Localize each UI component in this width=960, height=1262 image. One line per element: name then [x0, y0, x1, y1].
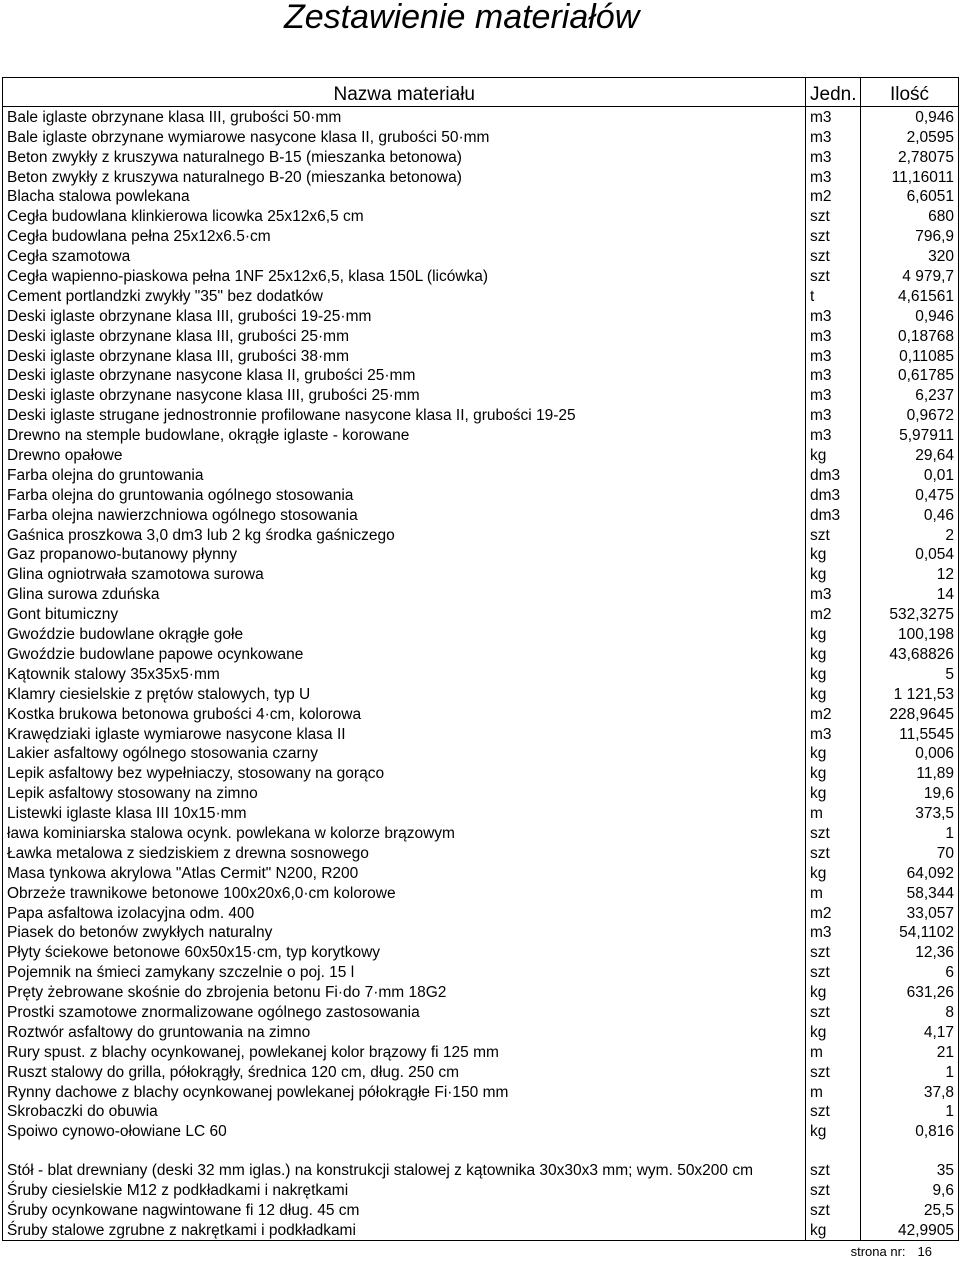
row-name: Blacha stalowa powlekana	[3, 187, 806, 207]
row-qty: 11,16011	[861, 167, 959, 187]
row-unit: kg	[806, 664, 861, 684]
table-row	[3, 584, 959, 604]
row-unit: dm3	[806, 505, 861, 525]
row-unit: t	[806, 286, 861, 306]
row-qty: 4,17	[861, 1022, 959, 1042]
row-qty: 0,946	[861, 306, 959, 326]
row-name: Roztwór asfaltowy do gruntowania na zimno	[3, 1022, 806, 1042]
row-name: Gwoździe budowlane papowe ocynkowane	[3, 644, 806, 664]
table-row	[3, 783, 959, 803]
row-unit: m3	[806, 405, 861, 425]
table-row	[3, 903, 959, 923]
row-unit: kg	[806, 863, 861, 883]
header-name: Nazwa materiału	[3, 78, 806, 107]
row-qty: 19,6	[861, 783, 959, 803]
row-unit: szt	[806, 246, 861, 266]
row-unit: kg	[806, 783, 861, 803]
row-unit: kg	[806, 1022, 861, 1042]
table-row	[3, 226, 959, 246]
table-row	[3, 1002, 959, 1022]
row-qty: 1	[861, 1062, 959, 1082]
row-qty: 54,1102	[861, 923, 959, 943]
row-name: Farba olejna do gruntowania	[3, 465, 806, 485]
row-unit: m3	[806, 167, 861, 187]
table-row	[3, 346, 959, 366]
row-qty: 6,6051	[861, 187, 959, 207]
row-unit: m	[806, 883, 861, 903]
row-qty: 2	[861, 525, 959, 545]
row-name: Glina surowa zduńska	[3, 584, 806, 604]
row-qty: 0,054	[861, 545, 959, 565]
table-row	[3, 843, 959, 863]
row-name: Obrzeże trawnikowe betonowe 100x20x6,0·cm kolorowe	[3, 883, 806, 903]
table-row	[3, 326, 959, 346]
table-row	[3, 147, 959, 167]
row-qty: 532,3275	[861, 604, 959, 624]
row-name: Kątownik stalowy 35x35x5·mm	[3, 664, 806, 684]
row-name: Beton zwykły z kruszywa naturalnego B-20 (mieszanka betonowa)	[3, 167, 806, 187]
row-qty: 9,6	[861, 1180, 959, 1200]
row-unit: m3	[806, 147, 861, 167]
row-unit: m3	[806, 724, 861, 744]
row-qty: 58,344	[861, 883, 959, 903]
page-number-label: strona nr:	[850, 1244, 906, 1259]
row-unit: m2	[806, 704, 861, 724]
row-qty: 0,61785	[861, 366, 959, 386]
row-name: Drewno opałowe	[3, 445, 806, 465]
table-row	[3, 385, 959, 405]
row-name: Masa tynkowa akrylowa "Atlas Cermit" N200, R200	[3, 863, 806, 883]
row-name: Płyty ściekowe betonowe 60x50x15·cm, typ korytkowy	[3, 942, 806, 962]
row-qty: 11,89	[861, 763, 959, 783]
table-row	[3, 704, 959, 724]
row-qty: 2,78075	[861, 147, 959, 167]
row-name: Śruby ocynkowane nagwintowane fi 12 dług. 45 cm	[3, 1200, 806, 1220]
row-name: Pojemnik na śmieci zamykany szczelnie o poj. 15 l	[3, 962, 806, 982]
row-qty: 680	[861, 206, 959, 226]
row-qty: 631,26	[861, 982, 959, 1002]
row-name: Klamry ciesielskie z prętów stalowych, typ U	[3, 684, 806, 704]
row-qty: 6,237	[861, 385, 959, 405]
row-unit: dm3	[806, 485, 861, 505]
row-qty: 70	[861, 843, 959, 863]
row-qty: 4,61561	[861, 286, 959, 306]
row-qty: 0,816	[861, 1121, 959, 1141]
row-unit: szt	[806, 962, 861, 982]
row-unit: kg	[806, 644, 861, 664]
table-row	[3, 127, 959, 147]
row-name: Ruszt stalowy do grilla, półokrągły, średnica 120 cm, dług. 250 cm	[3, 1062, 806, 1082]
table-row	[3, 485, 959, 505]
row-name: Gont bitumiczny	[3, 604, 806, 624]
row-unit: szt	[806, 1102, 861, 1122]
row-qty: 11,5545	[861, 724, 959, 744]
row-name: Kostka brukowa betonowa grubości 4·cm, kolorowa	[3, 704, 806, 724]
row-qty: 2,0595	[861, 127, 959, 147]
header-qty: Ilość	[861, 78, 959, 107]
row-name: Deski iglaste obrzynane nasycone klasa III, grubości 25·mm	[3, 385, 806, 405]
row-name: Farba olejna nawierzchniowa ogólnego stosowania	[3, 505, 806, 525]
row-name: Skrobaczki do obuwia	[3, 1102, 806, 1122]
table-row	[3, 1121, 959, 1141]
row-qty: 373,5	[861, 803, 959, 823]
row-qty: 12	[861, 564, 959, 584]
row-name: Rury spust. z blachy ocynkowanej, powlekanej kolor brązowy fi 125 mm	[3, 1042, 806, 1062]
row-qty: 14	[861, 584, 959, 604]
table-row	[3, 405, 959, 425]
row-name: Drewno na stemple budowlane, okrągłe iglaste - korowane	[3, 425, 806, 445]
row-qty: 29,64	[861, 445, 959, 465]
table-row	[3, 883, 959, 903]
table-row	[3, 744, 959, 764]
materials-table	[2, 77, 959, 1241]
row-name: Listewki iglaste klasa III 10x15·mm	[3, 803, 806, 823]
row-name: Cement portlandzki zwykły "35" bez dodatków	[3, 286, 806, 306]
table-row	[3, 982, 959, 1002]
row-unit: m2	[806, 187, 861, 207]
row-unit: dm3	[806, 465, 861, 485]
table-row	[3, 425, 959, 445]
row-name: Glina ogniotrwała szamotowa surowa	[3, 564, 806, 584]
row-unit: szt	[806, 1062, 861, 1082]
table-row	[3, 266, 959, 286]
row-qty: 0,9672	[861, 405, 959, 425]
table-row	[3, 604, 959, 624]
row-qty: 0,946	[861, 107, 959, 127]
row-name: Lepik asfaltowy bez wypełniaczy, stosowany na gorąco	[3, 763, 806, 783]
row-unit: m3	[806, 346, 861, 366]
row-unit: kg	[806, 564, 861, 584]
row-name: Cegła budowlana klinkierowa licowka 25x12x6,5 cm	[3, 206, 806, 226]
table-row	[3, 1042, 959, 1062]
row-qty: 1 121,53	[861, 684, 959, 704]
row-name: Beton zwykły z kruszywa naturalnego B-15 (mieszanka betonowa)	[3, 147, 806, 167]
row-qty: 0,475	[861, 485, 959, 505]
row-unit: m	[806, 1042, 861, 1062]
table-row	[3, 366, 959, 386]
row-qty: 100,198	[861, 624, 959, 644]
table-row	[3, 763, 959, 783]
table-row	[3, 1220, 959, 1240]
row-name: Deski iglaste obrzynane klasa III, grubości 19-25·mm	[3, 306, 806, 326]
row-qty: 5,97911	[861, 425, 959, 445]
row-name: Bale iglaste obrzynane wymiarowe nasycone klasa II, grubości 50·mm	[3, 127, 806, 147]
table-row	[3, 187, 959, 207]
row-name: Krawędziaki iglaste wymiarowe nasycone klasa II	[3, 724, 806, 744]
row-unit: kg	[806, 744, 861, 764]
table-row	[3, 962, 959, 982]
row-qty: 1	[861, 823, 959, 843]
row-unit: kg	[806, 1121, 861, 1141]
row-unit: m3	[806, 923, 861, 943]
row-name: Śruby stalowe zgrubne z nakrętkami i podkładkami	[3, 1220, 806, 1240]
table-row	[3, 1180, 959, 1200]
row-name: Cegła szamotowa	[3, 246, 806, 266]
row-name: Lakier asfaltowy ogólnego stosowania czarny	[3, 744, 806, 764]
row-name: Farba olejna do gruntowania ogólnego stosowania	[3, 485, 806, 505]
row-qty: 0,46	[861, 505, 959, 525]
row-name: Papa asfaltowa izolacyjna odm. 400	[3, 903, 806, 923]
row-unit: szt	[806, 823, 861, 843]
table-row	[3, 1062, 959, 1082]
row-unit: m3	[806, 107, 861, 127]
row-qty: 4 979,7	[861, 266, 959, 286]
row-name: ława kominiarska stalowa ocynk. powlekana w kolorze brązowym	[3, 823, 806, 843]
row-name: Piasek do betonów zwykłych naturalny	[3, 923, 806, 943]
table-row	[3, 863, 959, 883]
table-row	[3, 564, 959, 584]
row-qty: 0,11085	[861, 346, 959, 366]
row-unit: m3	[806, 584, 861, 604]
row-name: Pręty żebrowane skośnie do zbrojenia betonu Fi·do 7·mm 18G2	[3, 982, 806, 1002]
table-row	[3, 525, 959, 545]
table-row	[3, 445, 959, 465]
row-unit: m3	[806, 425, 861, 445]
row-qty: 228,9645	[861, 704, 959, 724]
row-name: Deski iglaste obrzynane nasycone klasa II, grubości 25·mm	[3, 366, 806, 386]
row-name: Deski iglaste strugane jednostronnie profilowane nasycone klasa II, grubości 19-25	[3, 405, 806, 425]
row-qty: 320	[861, 246, 959, 266]
row-qty: 5	[861, 664, 959, 684]
table-row	[3, 724, 959, 744]
row-unit: szt	[806, 525, 861, 545]
table-row	[3, 1102, 959, 1122]
row-name: Cegła wapienno-piaskowa pełna 1NF 25x12x6,5, klasa 150L (licówka)	[3, 266, 806, 286]
row-qty: 8	[861, 1002, 959, 1022]
row-unit: kg	[806, 624, 861, 644]
table-header-row	[3, 78, 959, 107]
table-row	[3, 107, 959, 127]
row-unit: szt	[806, 843, 861, 863]
row-qty: 64,092	[861, 863, 959, 883]
table-row	[3, 684, 959, 704]
row-unit: szt	[806, 206, 861, 226]
table-row	[3, 942, 959, 962]
table-row	[3, 1082, 959, 1102]
row-unit: m3	[806, 127, 861, 147]
row-unit: kg	[806, 763, 861, 783]
row-name: Ławka metalowa z siedziskiem z drewna sosnowego	[3, 843, 806, 863]
row-unit: kg	[806, 445, 861, 465]
row-name: Deski iglaste obrzynane klasa III, grubości 38·mm	[3, 346, 806, 366]
row-name: Spoiwo cynowo-ołowiane LC 60	[3, 1121, 806, 1141]
row-qty: 42,9905	[861, 1220, 959, 1240]
row-unit: kg	[806, 1220, 861, 1240]
row-qty: 21	[861, 1042, 959, 1062]
table-row	[3, 803, 959, 823]
row-unit: szt	[806, 1002, 861, 1022]
row-qty: 0,006	[861, 744, 959, 764]
table-row	[3, 167, 959, 187]
table-row	[3, 1141, 959, 1180]
table-row	[3, 624, 959, 644]
table-row	[3, 1200, 959, 1220]
table-row	[3, 664, 959, 684]
page-number: 16	[917, 1244, 932, 1259]
table-row	[3, 644, 959, 664]
row-unit: m2	[806, 903, 861, 923]
row-unit: szt	[806, 226, 861, 246]
materials-table-body	[3, 107, 959, 1241]
row-unit: szt	[806, 1180, 861, 1200]
row-qty: 0,01	[861, 465, 959, 485]
row-name: Śruby ciesielskie M12 z podkładkami i nakrętkami	[3, 1180, 806, 1200]
row-unit: szt	[806, 1200, 861, 1220]
row-qty: 796,9	[861, 226, 959, 246]
row-unit: m2	[806, 604, 861, 624]
row-unit: szt	[806, 266, 861, 286]
row-name: Rynny dachowe z blachy ocynkowanej powlekanej półokrągłe Fi·150 mm	[3, 1082, 806, 1102]
row-qty: 12,36	[861, 942, 959, 962]
row-qty: 43,68826	[861, 644, 959, 664]
table-row	[3, 465, 959, 485]
row-qty: 33,057	[861, 903, 959, 923]
table-row	[3, 206, 959, 226]
row-unit: m3	[806, 306, 861, 326]
page-footer	[851, 1244, 932, 1259]
row-qty: 0,18768	[861, 326, 959, 346]
table-row	[3, 286, 959, 306]
row-unit: kg	[806, 545, 861, 565]
row-unit: m	[806, 803, 861, 823]
row-unit: m3	[806, 326, 861, 346]
row-name: Deski iglaste obrzynane klasa III, grubości 25·mm	[3, 326, 806, 346]
row-name: Gaśnica proszkowa 3,0 dm3 lub 2 kg środka gaśniczego	[3, 525, 806, 545]
table-row	[3, 306, 959, 326]
row-unit: szt	[806, 1141, 861, 1180]
row-unit: m3	[806, 385, 861, 405]
table-row	[3, 505, 959, 525]
page-title: Zestawienie materiałów	[284, 0, 640, 36]
row-name: Gaz propanowo-butanowy płynny	[3, 545, 806, 565]
row-unit: m3	[806, 366, 861, 386]
row-unit: szt	[806, 942, 861, 962]
table-row	[3, 923, 959, 943]
row-qty: 35	[861, 1141, 959, 1180]
row-qty: 1	[861, 1102, 959, 1122]
table-row	[3, 545, 959, 565]
row-unit: kg	[806, 684, 861, 704]
table-row	[3, 1022, 959, 1042]
row-qty: 25,5	[861, 1200, 959, 1220]
table-row	[3, 823, 959, 843]
table-row	[3, 246, 959, 266]
row-name: Bale iglaste obrzynane klasa III, grubości 50·mm	[3, 107, 806, 127]
row-name: Gwoździe budowlane okrągłe gołe	[3, 624, 806, 644]
row-unit: m	[806, 1082, 861, 1102]
row-name: Prostki szamotowe znormalizowane ogólnego zastosowania	[3, 1002, 806, 1022]
row-name: Lepik asfaltowy stosowany na zimno	[3, 783, 806, 803]
row-qty: 37,8	[861, 1082, 959, 1102]
row-qty: 6	[861, 962, 959, 982]
header-unit: Jedn.	[806, 78, 861, 107]
row-name: Stół - blat drewniany (deski 32 mm iglas.) na konstrukcji stalowej z kątownika 30x30x3 mm; wym. 50x200 cm	[3, 1141, 806, 1180]
row-unit: kg	[806, 982, 861, 1002]
row-name: Cegła budowlana pełna 25x12x6.5·cm	[3, 226, 806, 246]
